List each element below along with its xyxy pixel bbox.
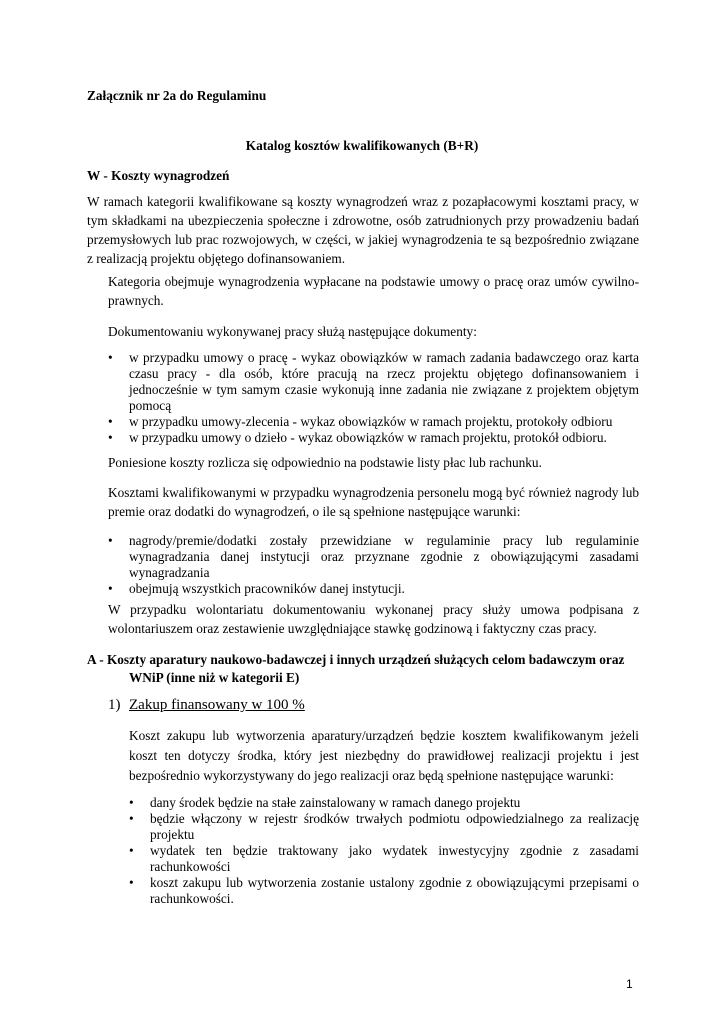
bullet-icon: • bbox=[108, 414, 113, 429]
awards-bullet-list bbox=[108, 533, 639, 597]
bullet-icon: • bbox=[108, 350, 113, 365]
purchase-bullet-list bbox=[129, 795, 639, 907]
bullet-icon: • bbox=[129, 875, 134, 890]
settle-paragraph: Poniesione koszty rozlicza się odpowiednio na podstawie listy płac lub rachunku. bbox=[108, 455, 542, 470]
purchase-paragraph: Koszt zakupu lub wytworzenia aparatury/urządzeń będzie kosztem kwalifikowanym jeżeli koszt ten dotyczy środka, który jest niezbędny do prawidłowej realizacji projektu i jest bezpośrednio wykorzystywany do jego realizacji oraz będą spełnione następujące warunki: bbox=[129, 728, 639, 783]
bullet-icon: • bbox=[129, 795, 134, 810]
section-w-heading: W - Koszty wynagrodzeń bbox=[87, 168, 230, 183]
subsection-number: 1) bbox=[108, 697, 121, 713]
list-item: • dany środek będzie na stałe zainstalowany w ramach danego projektu bbox=[129, 795, 521, 810]
docs-bullet-list bbox=[108, 350, 639, 446]
list-item: • koszt zakupu lub wytworzenia zostanie ustalony zgodnie z obowiązującymi przepisami o rachunkowości. bbox=[129, 875, 639, 906]
list-item: • wydatek ten będzie traktowany jako wydatek inwestycyjny zgodnie z zasadami rachunkowości bbox=[129, 843, 639, 874]
list-item: • obejmują wszystkich pracowników danej instytucji. bbox=[108, 581, 405, 596]
list-item: • nagrody/premie/dodatki zostały przewidziane w regulaminie pracy lub regulaminie wynagradzania danej instytucji oraz przyznane zgodnie z obowiązującymi zasadami wynagradzania bbox=[108, 533, 639, 580]
docs-paragraph: Dokumentowaniu wykonywanej pracy służą następujące dokumenty: bbox=[108, 324, 477, 339]
bullet-icon: • bbox=[108, 581, 113, 596]
list-item: • w przypadku umowy o dzieło - wykaz obowiązków w ramach projektu, protokół odbioru. bbox=[108, 430, 607, 445]
bullet-icon: • bbox=[108, 430, 113, 445]
awards-paragraph: Kosztami kwalifikowanymi w przypadku wynagrodzenia personelu mogą być również nagrody lub premie oraz dodatki do wynagrodzeń, o ile są spełnione następujące warunki: bbox=[108, 485, 639, 519]
section-a-heading-line2: WNiP (inne niż w kategorii E) bbox=[129, 670, 300, 685]
list-item: • w przypadku umowy o pracę - wykaz obowiązków w ramach zadania badawczego oraz karta czasu pracy - dla osób, które pracują na rzecz projektu objętego dofinansowaniem i jednocześnie w tym samym czasie wykonują inne zadania nie związane z projektem objętym pomocą bbox=[108, 350, 639, 413]
section-w-intro: W ramach kategorii kwalifikowane są koszty wynagrodzeń wraz z pozapłacowymi kosztami pracy, w tym składkami na ubezpieczenia społeczne i zdrowotne, osób zatrudnionych przy prowadzeniu badań przemysłowych lub prac rozwojowych, w części, w jakiej wynagrodzenia te są bezpośrednio związane z realizacją projektu objętego dofinansowaniem. bbox=[87, 194, 639, 266]
page-number: 1 bbox=[626, 977, 633, 991]
bullet-icon: • bbox=[108, 533, 113, 548]
annex-title: Załącznik nr 2a do Regulaminu bbox=[87, 88, 267, 103]
category-paragraph: Kategoria obejmuje wynagrodzenia wypłacane na podstawie umowy o pracę oraz umów cywilno-prawnych. bbox=[108, 274, 639, 308]
catalog-title: Katalog kosztów kwalifikowanych (B+R) bbox=[245, 138, 479, 153]
volunteer-paragraph: W przypadku wolontariatu dokumentowaniu wykonanej pracy służy umowa podpisana z wolontariuszem oraz zestawienie uwzględniające stawkę godzinową i faktyczny czas pracy. bbox=[108, 602, 639, 636]
list-item: • w przypadku umowy-zlecenia - wykaz obowiązków w ramach projektu, protokoły odbioru bbox=[108, 414, 613, 429]
section-a-heading-line1: A - Koszty aparatury naukowo-badawczej i innych urządzeń służących celom badawczym oraz bbox=[87, 652, 625, 667]
bullet-icon: • bbox=[129, 843, 134, 858]
list-item: • będzie włączony w rejestr środków trwałych podmiotu odpowiedzialnego za realizację projektu bbox=[129, 811, 639, 842]
bullet-icon: • bbox=[129, 811, 134, 826]
subsection-title: Zakup finansowany w 100 % bbox=[129, 697, 305, 713]
